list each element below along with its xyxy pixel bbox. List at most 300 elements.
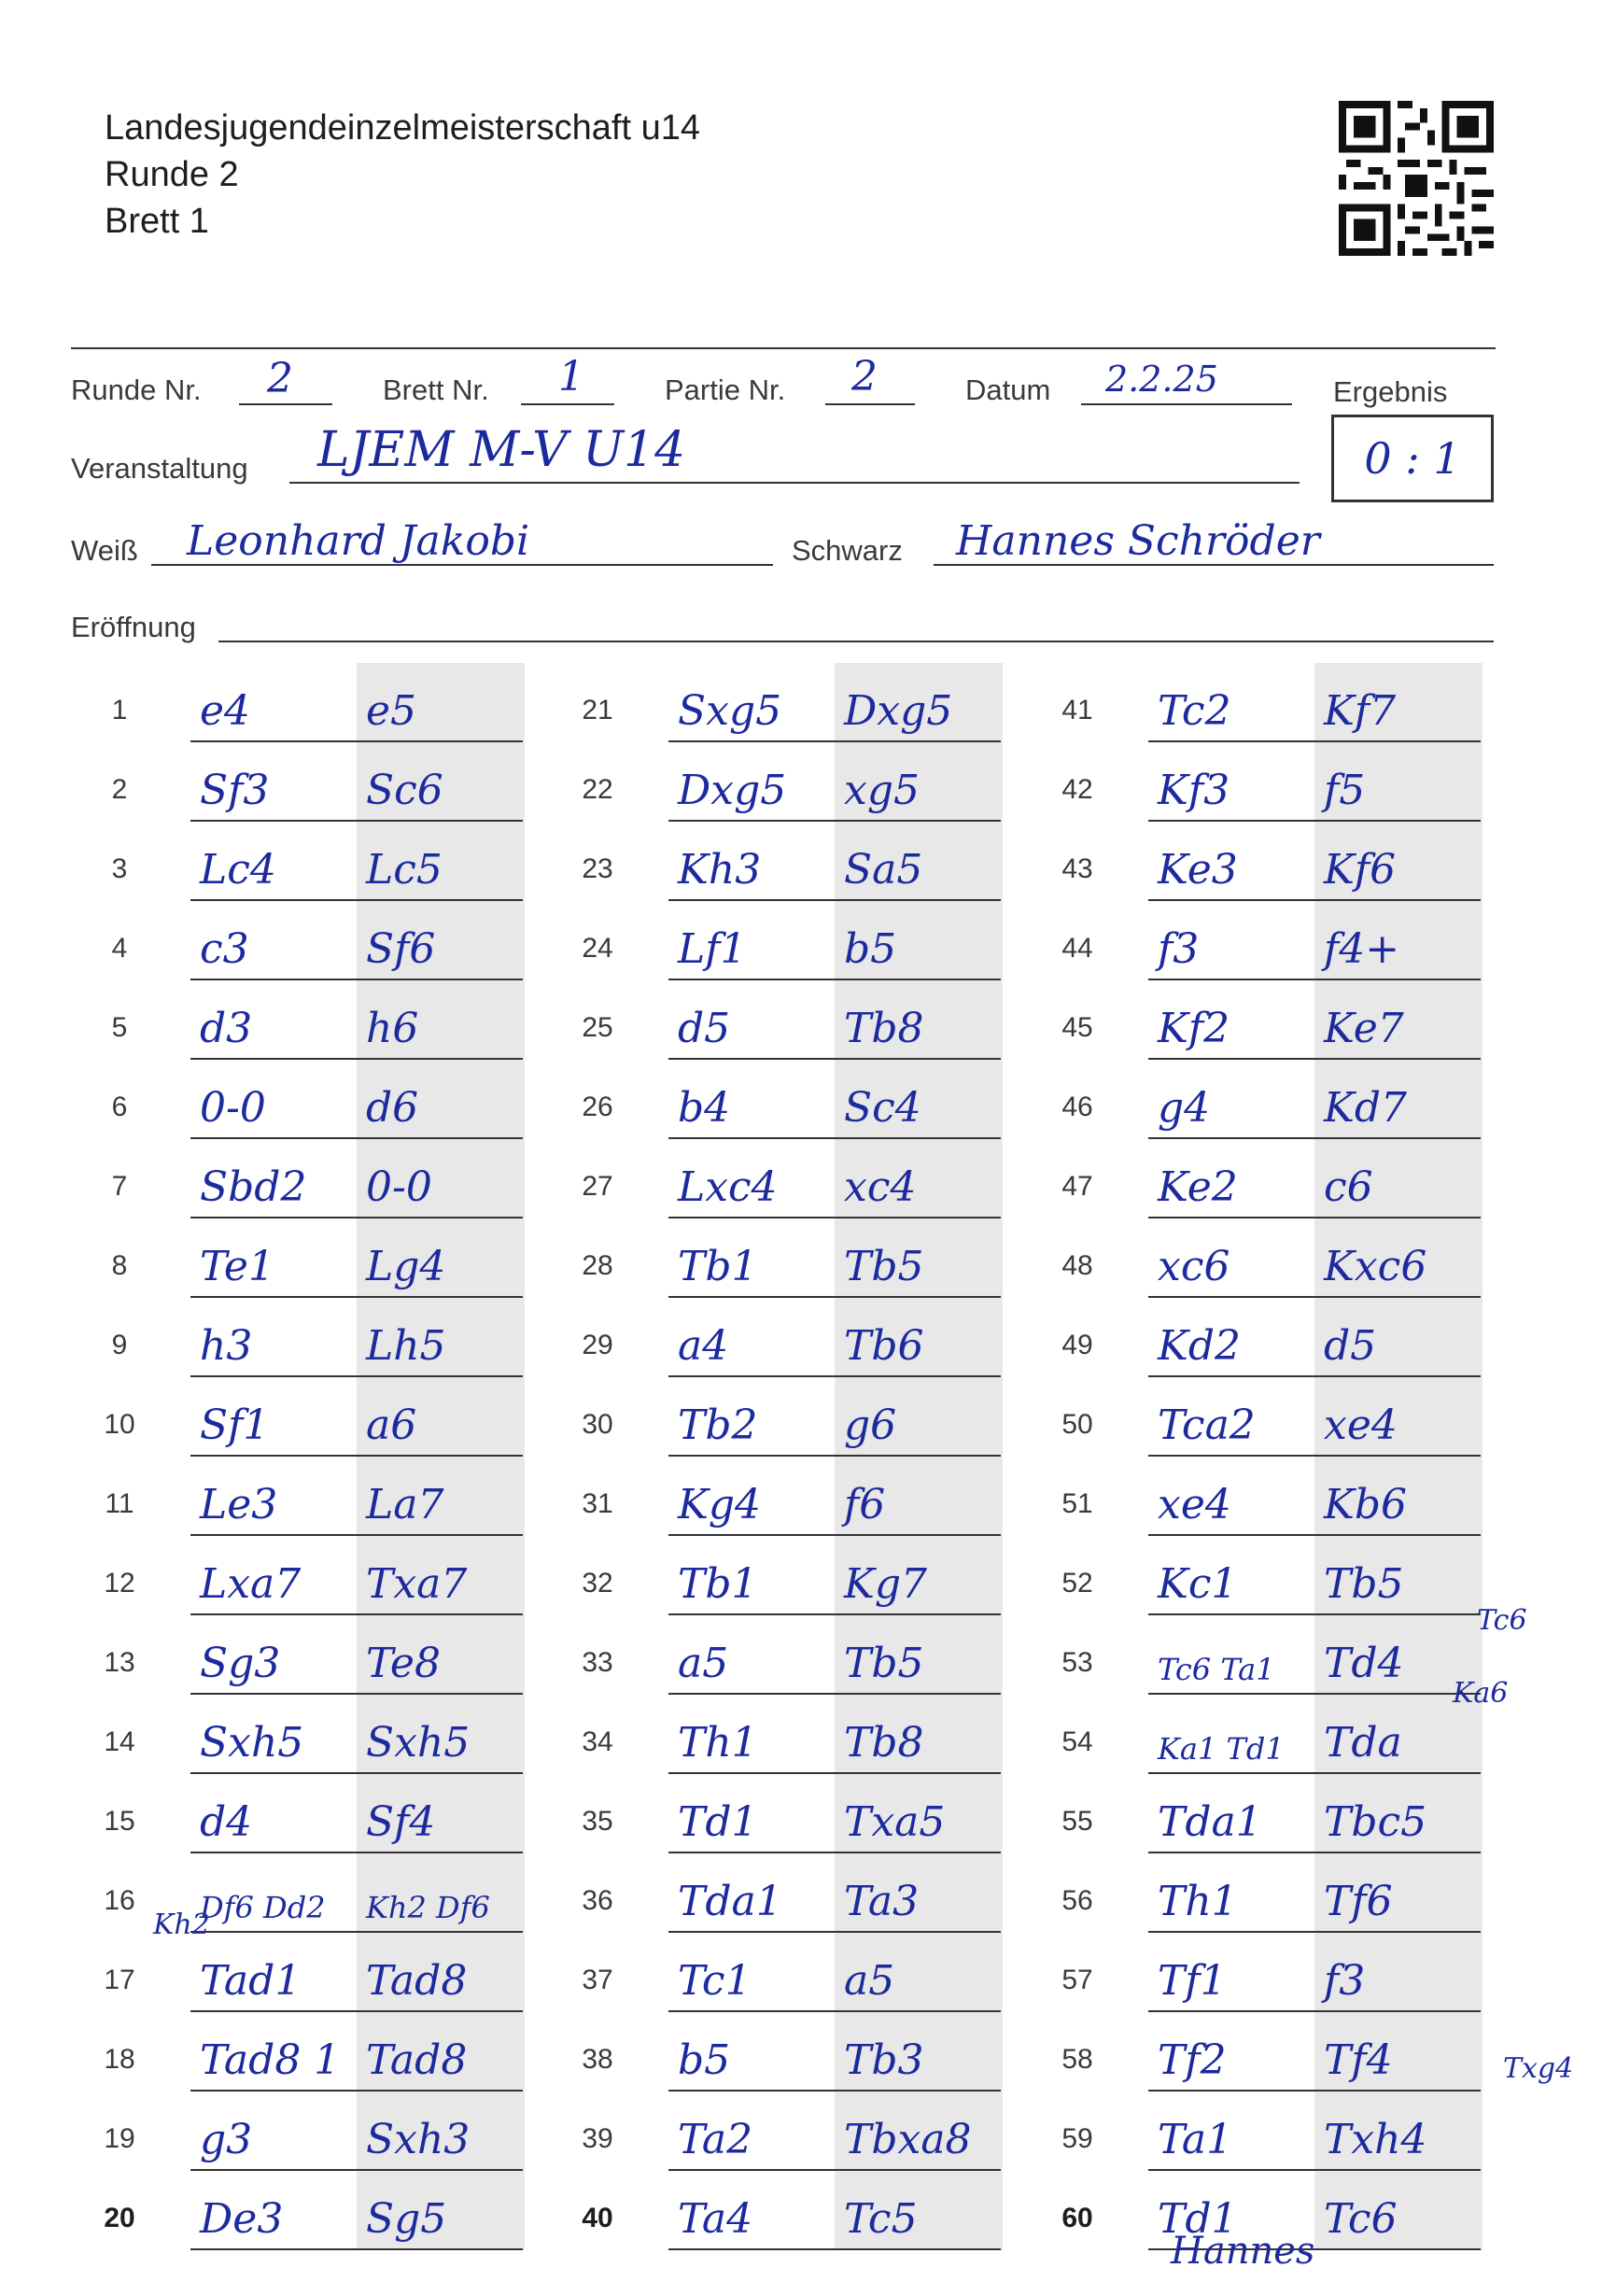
move-row: [90, 1774, 528, 1853]
move-number: 1: [111, 695, 128, 725]
black-move-field[interactable]: [1314, 1853, 1481, 1933]
move-number: 54: [1061, 1726, 1093, 1757]
move-number: 2: [111, 774, 128, 805]
white-move-field[interactable]: [668, 663, 835, 742]
black-move-field[interactable]: [357, 1536, 523, 1615]
move-row: [90, 822, 528, 901]
black-move-field[interactable]: [357, 1218, 523, 1298]
move-number: 41: [1061, 695, 1093, 725]
margin-note: Tc6: [1477, 1604, 1527, 1637]
white-move-field[interactable]: [668, 1060, 835, 1139]
white-move-field[interactable]: [190, 901, 357, 980]
white-move-field[interactable]: [1148, 2012, 1314, 2092]
white-move-field[interactable]: [1148, 742, 1314, 822]
black-move: Tb5: [1324, 1560, 1404, 1608]
white-move: Sf1: [200, 1402, 270, 1449]
black-move: Td4: [1324, 1640, 1404, 1687]
black-move-field[interactable]: [1314, 901, 1481, 980]
move-row: [568, 1377, 1006, 1457]
black-move-field[interactable]: [1314, 980, 1481, 1060]
move-number: 29: [582, 1330, 613, 1360]
white-move: Th1: [678, 1719, 758, 1767]
white-move: Tf1: [1158, 1957, 1227, 2005]
black-move-field[interactable]: [835, 2092, 1001, 2171]
white-move-field[interactable]: [190, 980, 357, 1060]
white-move-field[interactable]: [668, 1139, 835, 1218]
move-number: 48: [1061, 1250, 1093, 1281]
white-move-field[interactable]: [1148, 1298, 1314, 1377]
white-move: e4: [200, 687, 251, 735]
black-move-field[interactable]: [835, 1853, 1001, 1933]
move-row: [90, 1298, 528, 1377]
black-move-field[interactable]: [1314, 1060, 1481, 1139]
game-field-line: [825, 403, 915, 405]
event-title: Landesjugendeinzelmeisterschaft u14: [105, 108, 700, 148]
black-move: c6: [1324, 1163, 1373, 1211]
round-value[interactable]: 2: [267, 355, 293, 402]
black-move: Kd7: [1324, 1084, 1408, 1132]
move-number: 52: [1061, 1568, 1093, 1599]
move-row: [568, 1853, 1006, 1933]
white-move: Tb1: [678, 1560, 758, 1608]
white-move-field[interactable]: [668, 2012, 835, 2092]
white-move-field[interactable]: [668, 1218, 835, 1298]
black-move-field[interactable]: [357, 1774, 523, 1853]
white-move-field[interactable]: [190, 1695, 357, 1774]
board-value[interactable]: 1: [558, 353, 584, 401]
white-move: Tb1: [678, 1243, 758, 1290]
black-move-field[interactable]: [835, 1695, 1001, 1774]
white-move-field[interactable]: [1148, 1377, 1314, 1457]
white-move: Tc1: [678, 1957, 752, 2005]
move-row: [1047, 1377, 1486, 1457]
white-move-field[interactable]: [190, 1774, 357, 1853]
white-move: Ke2: [1158, 1163, 1238, 1211]
white-move-field[interactable]: [668, 1615, 835, 1695]
white-move: xe4: [1158, 1481, 1231, 1528]
move-number: 21: [582, 695, 613, 725]
move-row: [568, 742, 1006, 822]
move-row: [1047, 980, 1486, 1060]
black-move-field[interactable]: [835, 1139, 1001, 1218]
black-move-field[interactable]: [1314, 1218, 1481, 1298]
black-move-field[interactable]: [835, 1774, 1001, 1853]
white-move-field[interactable]: [190, 1536, 357, 1615]
white-move-field[interactable]: [1148, 663, 1314, 742]
move-row: [1047, 1695, 1486, 1774]
white-move: Tad1: [200, 1957, 302, 2005]
black-move: Sxh3: [366, 2116, 471, 2163]
date-value[interactable]: 2.2.25: [1105, 359, 1218, 400]
move-row: [1047, 1139, 1486, 1218]
black-player-value[interactable]: Hannes Schröder: [956, 517, 1320, 565]
black-move: Tb8: [844, 1005, 924, 1052]
white-move-field[interactable]: [668, 1377, 835, 1457]
black-move-field[interactable]: [1314, 2012, 1481, 2092]
white-move-field[interactable]: [190, 742, 357, 822]
white-move-field[interactable]: [1148, 2092, 1314, 2171]
move-number: 10: [104, 1409, 135, 1440]
black-move: a5: [844, 1957, 895, 2005]
move-number: 27: [582, 1171, 613, 1202]
black-move-field[interactable]: [357, 1139, 523, 1218]
black-move-field[interactable]: [1314, 1377, 1481, 1457]
black-move-field[interactable]: [1314, 1457, 1481, 1536]
white-move: h3: [200, 1322, 253, 1370]
white-move-field[interactable]: [1148, 980, 1314, 1060]
black-move-field[interactable]: [357, 2171, 523, 2250]
round-field-line: [239, 403, 332, 405]
white-move-field[interactable]: [668, 980, 835, 1060]
black-move-field[interactable]: [835, 1536, 1001, 1615]
white-move: Kf2: [1158, 1005, 1230, 1052]
black-move-field[interactable]: [357, 1933, 523, 2012]
move-row: [1047, 2012, 1486, 2092]
move-row: [568, 2171, 1006, 2250]
move-number: 30: [582, 1409, 613, 1440]
result-box[interactable]: [1331, 415, 1494, 502]
black-move-field[interactable]: [835, 901, 1001, 980]
white-move: f3: [1158, 925, 1200, 973]
black-move: e5: [366, 687, 417, 735]
white-move-field[interactable]: [1148, 1457, 1314, 1536]
move-row: [90, 1060, 528, 1139]
white-move-field[interactable]: [190, 1298, 357, 1377]
black-move-field[interactable]: [1314, 822, 1481, 901]
move-row: [1047, 1218, 1486, 1298]
move-number: 17: [104, 1965, 135, 1995]
black-move-field[interactable]: [357, 822, 523, 901]
white-move: Tc2: [1158, 687, 1231, 735]
white-move: Kg4: [678, 1481, 762, 1528]
black-move: Tb5: [844, 1243, 924, 1290]
move-number: 23: [582, 853, 613, 884]
black-move-field[interactable]: [1314, 2092, 1481, 2171]
black-move: f5: [1324, 767, 1366, 814]
event-header: [105, 105, 700, 245]
event-label: Veranstaltung: [71, 452, 248, 485]
move-row: [1047, 1933, 1486, 2012]
move-row: [568, 2012, 1006, 2092]
white-move-field[interactable]: [668, 1853, 835, 1933]
move-number: 49: [1061, 1330, 1093, 1360]
black-move: Tf6: [1324, 1878, 1393, 1925]
black-move-field[interactable]: [357, 742, 523, 822]
black-move-field[interactable]: [357, 980, 523, 1060]
white-move-field[interactable]: [1148, 1853, 1314, 1933]
move-number: 7: [111, 1171, 128, 1202]
white-move-field[interactable]: [190, 1218, 357, 1298]
move-row: [568, 663, 1006, 742]
move-number: 25: [582, 1012, 613, 1043]
white-move: Sxh5: [200, 1719, 304, 1767]
white-move-field[interactable]: [190, 2012, 357, 2092]
black-move-field[interactable]: [1314, 1139, 1481, 1218]
move-row: [90, 1933, 528, 2012]
black-move: Sa5: [844, 846, 923, 894]
move-number: 57: [1061, 1965, 1093, 1995]
move-row: [1047, 1853, 1486, 1933]
black-move-field[interactable]: [357, 1695, 523, 1774]
black-move-field[interactable]: [1314, 1774, 1481, 1853]
black-move: Tad8: [366, 2036, 468, 2084]
white-move: Sxg5: [678, 687, 782, 735]
black-move: Lh5: [366, 1322, 446, 1370]
move-row: [1047, 2092, 1486, 2171]
move-row: [90, 901, 528, 980]
move-number: 42: [1061, 774, 1093, 805]
white-move: Td1: [1158, 2195, 1238, 2243]
move-number: 40: [582, 2203, 613, 2233]
black-move-field[interactable]: [357, 1060, 523, 1139]
move-number: 47: [1061, 1171, 1093, 1202]
move-number: 33: [582, 1647, 613, 1678]
move-row: [568, 822, 1006, 901]
move-number: 44: [1061, 933, 1093, 964]
white-move-field[interactable]: [668, 2092, 835, 2171]
white-move: Te1: [200, 1243, 274, 1290]
black-move-field[interactable]: [1314, 2171, 1481, 2250]
white-move: Tc6 Ta1: [1158, 1652, 1275, 1687]
move-number: 11: [105, 1488, 134, 1519]
white-move: Th1: [1158, 1878, 1238, 1925]
move-row: [1047, 1615, 1486, 1695]
white-move: Df6 Dd2: [200, 1890, 326, 1925]
move-row: [568, 901, 1006, 980]
black-move-field[interactable]: [357, 1853, 523, 1933]
black-move-field[interactable]: [357, 663, 523, 742]
black-move-field[interactable]: [835, 1218, 1001, 1298]
black-move-field[interactable]: [835, 742, 1001, 822]
move-number: 31: [582, 1488, 613, 1519]
move-row: [90, 1139, 528, 1218]
black-move-field[interactable]: [1314, 1298, 1481, 1377]
white-move-field[interactable]: [1148, 1218, 1314, 1298]
white-move: Ka1 Td1: [1158, 1731, 1285, 1767]
black-move: f6: [844, 1481, 886, 1528]
white-move-field[interactable]: [1148, 1774, 1314, 1853]
white-move: Tda1: [1158, 1798, 1262, 1846]
white-move: Dxg5: [678, 767, 787, 814]
board-label: Brett Nr.: [383, 373, 489, 406]
black-move-field[interactable]: [357, 901, 523, 980]
black-move: Tc6: [1324, 2195, 1398, 2243]
black-move-field[interactable]: [1314, 1933, 1481, 2012]
white-move-field[interactable]: [668, 1536, 835, 1615]
white-move-field[interactable]: [190, 1139, 357, 1218]
black-move: Ta3: [844, 1878, 920, 1925]
white-move-field[interactable]: [190, 1853, 357, 1933]
move-row: [568, 980, 1006, 1060]
board-heading: Brett 1: [105, 202, 209, 241]
white-move: Kc1: [1158, 1560, 1238, 1608]
move-row: [90, 1218, 528, 1298]
black-move-field[interactable]: [357, 1615, 523, 1695]
black-move: f4+: [1324, 925, 1400, 973]
move-row: [90, 1377, 528, 1457]
white-move-field[interactable]: [668, 1695, 835, 1774]
move-number: 55: [1061, 1806, 1093, 1837]
white-move-field[interactable]: [1148, 1536, 1314, 1615]
black-move-field[interactable]: [835, 1060, 1001, 1139]
move-row: [568, 2092, 1006, 2171]
black-move: Lg4: [366, 1243, 446, 1290]
black-move-field[interactable]: [835, 1615, 1001, 1695]
black-move: Kh2 Df6: [366, 1890, 490, 1925]
black-move: Kf7: [1324, 687, 1397, 735]
black-move-field[interactable]: [835, 663, 1001, 742]
white-move-field[interactable]: [190, 663, 357, 742]
black-move: xg5: [844, 767, 920, 814]
move-number: 35: [582, 1806, 613, 1837]
white-move: Kd2: [1158, 1322, 1242, 1370]
black-move: Tad8: [366, 1957, 468, 2005]
white-move-field[interactable]: [668, 822, 835, 901]
black-move: Kg7: [844, 1560, 928, 1608]
move-number: 20: [104, 2203, 135, 2233]
opening-field-line[interactable]: [218, 641, 1494, 642]
black-move-field[interactable]: [357, 1298, 523, 1377]
move-number: 45: [1061, 1012, 1093, 1043]
white-move: Ke3: [1158, 846, 1238, 894]
white-move: Ta1: [1158, 2116, 1233, 2163]
game-value[interactable]: 2: [851, 353, 878, 401]
white-player-value[interactable]: Leonhard Jakobi: [187, 517, 530, 565]
white-move-field[interactable]: [190, 822, 357, 901]
white-move-field[interactable]: [668, 1933, 835, 2012]
move-number: 12: [104, 1568, 135, 1599]
white-move-field[interactable]: [1148, 1933, 1314, 2012]
move-row: [1047, 1536, 1486, 1615]
move-row: [568, 1298, 1006, 1377]
round-label: Runde Nr.: [71, 373, 202, 406]
black-move-field[interactable]: [357, 2092, 523, 2171]
move-row: [90, 2092, 528, 2171]
white-move: Sg3: [200, 1640, 281, 1687]
white-move: Kf3: [1158, 767, 1230, 814]
white-move-field[interactable]: [190, 1933, 357, 2012]
move-number: 24: [582, 933, 613, 964]
white-move-field[interactable]: [190, 1060, 357, 1139]
move-number: 28: [582, 1250, 613, 1281]
move-number: 37: [582, 1965, 613, 1995]
date-field-line: [1081, 403, 1292, 405]
date-label: Datum: [965, 373, 1051, 406]
white-move-field[interactable]: [668, 1457, 835, 1536]
white-move: c3: [200, 925, 249, 973]
move-row: [568, 1536, 1006, 1615]
white-move-field[interactable]: [1148, 1615, 1314, 1695]
move-row: [90, 1536, 528, 1615]
event-field-line: [289, 482, 1300, 484]
move-number: 36: [582, 1885, 613, 1916]
black-move: Lc5: [366, 846, 443, 894]
white-move-field[interactable]: [190, 1457, 357, 1536]
white-move: a5: [678, 1640, 729, 1687]
white-move: d3: [200, 1005, 253, 1052]
board-field-line: [521, 403, 614, 405]
move-number: 9: [111, 1330, 128, 1360]
black-move-field[interactable]: [1314, 663, 1481, 742]
move-row: [1047, 663, 1486, 742]
white-move-field[interactable]: [1148, 1139, 1314, 1218]
black-move: d6: [366, 1084, 419, 1132]
white-move-field[interactable]: [190, 2171, 357, 2250]
black-move: xc4: [844, 1163, 917, 1211]
white-move-field[interactable]: [1148, 1060, 1314, 1139]
white-move-field[interactable]: [190, 2092, 357, 2171]
black-move-field[interactable]: [835, 1933, 1001, 2012]
move-number: 56: [1061, 1885, 1093, 1916]
white-move-field[interactable]: [668, 901, 835, 980]
move-row: [90, 1695, 528, 1774]
move-row: [90, 980, 528, 1060]
move-row: [568, 1695, 1006, 1774]
white-move-field[interactable]: [1148, 901, 1314, 980]
white-move: Td1: [678, 1798, 758, 1846]
black-move: Txa7: [366, 1560, 468, 1608]
black-move-field[interactable]: [357, 1457, 523, 1536]
black-move: Kb6: [1324, 1481, 1408, 1528]
white-move-field[interactable]: [190, 1377, 357, 1457]
black-move-field[interactable]: [835, 1377, 1001, 1457]
move-number: 26: [582, 1092, 613, 1122]
black-move-field[interactable]: [835, 822, 1001, 901]
black-move-field[interactable]: [357, 1377, 523, 1457]
move-number: 43: [1061, 853, 1093, 884]
move-number: 15: [104, 1806, 135, 1837]
white-move: d5: [678, 1005, 731, 1052]
white-move-field[interactable]: [668, 1298, 835, 1377]
black-move-field[interactable]: [1314, 742, 1481, 822]
event-value[interactable]: LJEM M-V U14: [317, 422, 686, 478]
black-move-field[interactable]: [1314, 1536, 1481, 1615]
black-move: Sc4: [844, 1084, 921, 1132]
white-move-field[interactable]: [1148, 822, 1314, 901]
move-row: [90, 742, 528, 822]
white-move-field[interactable]: [668, 742, 835, 822]
white-move-field[interactable]: [1148, 1695, 1314, 1774]
move-row: [1047, 1060, 1486, 1139]
white-move: g3: [200, 2116, 253, 2163]
white-move: Sbd2: [200, 1163, 307, 1211]
black-move-field[interactable]: [357, 2012, 523, 2092]
margin-note: Txg4: [1503, 2052, 1574, 2085]
black-move-field[interactable]: [835, 2171, 1001, 2250]
black-move-field[interactable]: [835, 1298, 1001, 1377]
move-number: 8: [111, 1250, 128, 1281]
white-move-field[interactable]: [668, 2171, 835, 2250]
black-label: Schwarz: [792, 534, 903, 567]
move-row: [1047, 1774, 1486, 1853]
white-move-field[interactable]: [190, 1615, 357, 1695]
move-row: [1047, 1457, 1486, 1536]
black-move-field[interactable]: [835, 1457, 1001, 1536]
black-move: 0-0: [366, 1163, 432, 1211]
black-move-field[interactable]: [835, 980, 1001, 1060]
move-row: [1047, 1298, 1486, 1377]
white-move-field[interactable]: [668, 1774, 835, 1853]
white-label: Weiß: [71, 534, 138, 567]
move-number: 38: [582, 2044, 613, 2075]
move-number: 53: [1061, 1647, 1093, 1678]
black-move: Sxh5: [366, 1719, 471, 1767]
move-row: [90, 2171, 528, 2250]
black-move: Tb8: [844, 1719, 924, 1767]
move-number: 5: [111, 1012, 128, 1043]
black-move-field[interactable]: [835, 2012, 1001, 2092]
black-move: Tbxa8: [844, 2116, 972, 2163]
